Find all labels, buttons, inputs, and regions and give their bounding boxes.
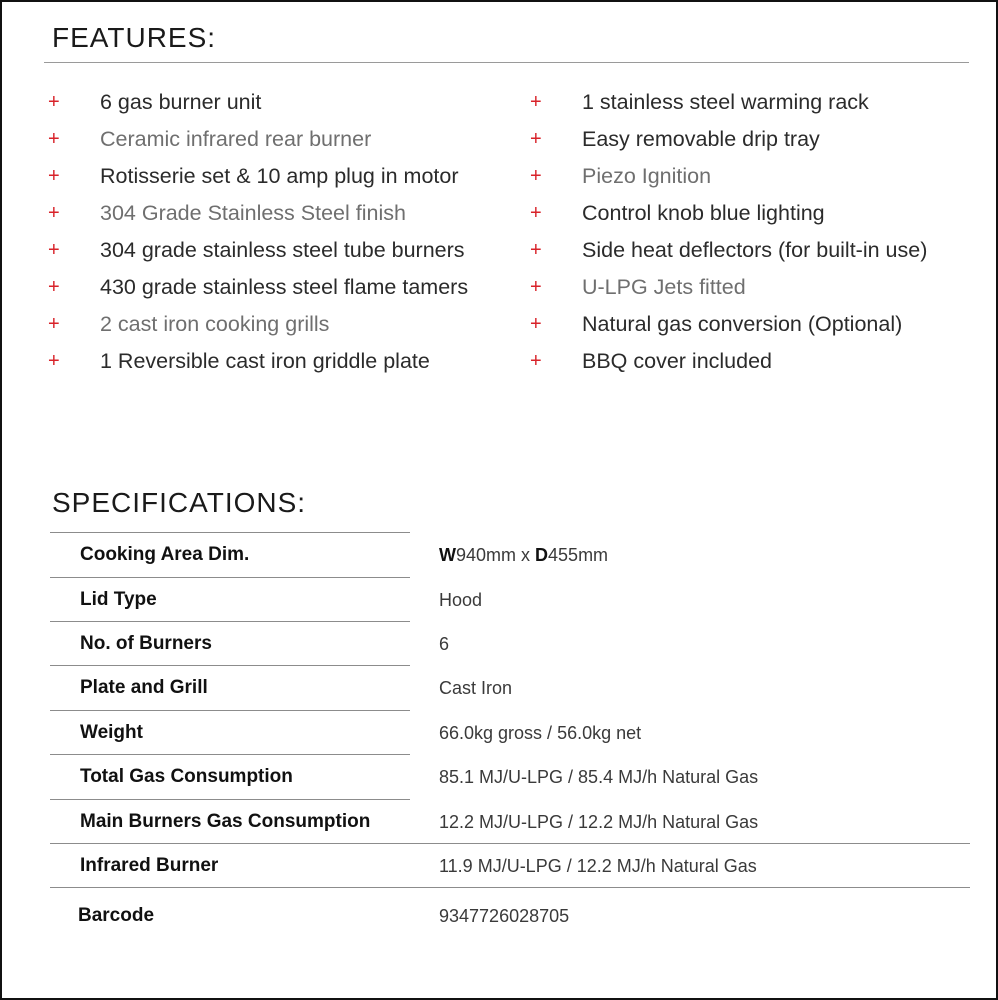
- spec-value: 6: [439, 633, 450, 654]
- feature-item: [44, 84, 468, 121]
- plus-icon: +: [530, 91, 542, 113]
- feature-text: 2 cast iron cooking grills: [100, 312, 330, 336]
- plus-icon: +: [48, 313, 60, 335]
- feature-item: [526, 232, 927, 269]
- spec-value: Cast Iron: [439, 677, 513, 698]
- plus-icon: +: [48, 239, 60, 261]
- feature-text: Side heat deflectors (for built-in use): [582, 238, 928, 262]
- spec-value: 11.9 MJ/U-LPG / 12.2 MJ/h Natural Gas: [439, 855, 757, 876]
- features-heading: FEATURES:: [52, 22, 217, 53]
- feature-text: 1 stainless steel warming rack: [582, 90, 869, 114]
- feature-text: 6 gas burner unit: [100, 90, 262, 114]
- feature-item: [44, 269, 468, 306]
- feature-item: [526, 195, 927, 232]
- feature-text: Easy removable drip tray: [582, 127, 820, 151]
- feature-text: BBQ cover included: [582, 349, 773, 373]
- plus-icon: +: [530, 165, 542, 187]
- plus-icon: +: [530, 128, 542, 150]
- width-value: 940mm x: [456, 544, 536, 565]
- plus-icon: +: [48, 128, 60, 150]
- feature-text: Ceramic infrared rear burner: [100, 127, 372, 151]
- spec-label: Main Burners Gas Consumption: [80, 811, 371, 832]
- plus-icon: +: [530, 239, 542, 261]
- spec-label: Weight: [80, 722, 143, 743]
- spec-label: Lid Type: [80, 589, 157, 610]
- depth-prefix: D: [535, 544, 549, 565]
- width-prefix: W: [439, 544, 456, 565]
- plus-icon: +: [48, 202, 60, 224]
- plus-icon: +: [530, 202, 542, 224]
- feature-item: [526, 306, 927, 343]
- plus-icon: +: [48, 350, 60, 372]
- feature-item: [44, 306, 468, 343]
- spec-label: Total Gas Consumption: [80, 766, 293, 787]
- spec-value: 9347726028705: [439, 905, 570, 926]
- spec-label: Infrared Burner: [80, 855, 219, 876]
- feature-item: [526, 158, 927, 195]
- spec-label: Barcode: [78, 905, 155, 926]
- spec-label: Cooking Area Dim.: [80, 544, 250, 565]
- plus-icon: +: [48, 165, 60, 187]
- features-list-left: [44, 84, 468, 380]
- feature-text: Control knob blue lighting: [582, 201, 825, 225]
- features-divider: [44, 62, 969, 63]
- feature-item: [526, 343, 927, 380]
- spec-value: 85.1 MJ/U-LPG / 85.4 MJ/h Natural Gas: [439, 766, 759, 787]
- feature-text: 304 Grade Stainless Steel finish: [100, 201, 406, 225]
- spec-value: 12.2 MJ/U-LPG / 12.2 MJ/h Natural Gas: [439, 811, 759, 832]
- feature-item: [44, 343, 468, 380]
- feature-text: U-LPG Jets fitted: [582, 275, 746, 299]
- feature-text: 1 Reversible cast iron griddle plate: [100, 349, 430, 373]
- plus-icon: +: [48, 276, 60, 298]
- plus-icon: +: [48, 91, 60, 113]
- feature-item: [44, 158, 468, 195]
- plus-icon: +: [530, 276, 542, 298]
- feature-item: [44, 232, 468, 269]
- feature-item: [44, 121, 468, 158]
- feature-item: [526, 269, 927, 306]
- feature-item: [44, 195, 468, 232]
- spec-value: Hood: [439, 589, 483, 610]
- feature-text: Natural gas conversion (Optional): [582, 312, 903, 336]
- spec-label: Plate and Grill: [80, 677, 208, 698]
- plus-icon: +: [530, 350, 542, 372]
- specifications-heading: SPECIFICATIONS:: [52, 487, 307, 518]
- feature-item: [526, 84, 927, 121]
- feature-text: Piezo Ignition: [582, 164, 712, 188]
- feature-text: Rotisserie set & 10 amp plug in motor: [100, 164, 459, 188]
- plus-icon: +: [530, 313, 542, 335]
- spec-value: [439, 533, 608, 577]
- spec-divider: [50, 887, 970, 888]
- feature-item: [526, 121, 927, 158]
- features-list-right: [526, 84, 927, 380]
- depth-value: 455mm: [548, 544, 609, 565]
- feature-text: 430 grade stainless steel flame tamers: [100, 275, 469, 299]
- feature-text: 304 grade stainless steel tube burners: [100, 238, 465, 262]
- spec-label: No. of Burners: [80, 633, 212, 654]
- spec-value: 66.0kg gross / 56.0kg net: [439, 722, 642, 743]
